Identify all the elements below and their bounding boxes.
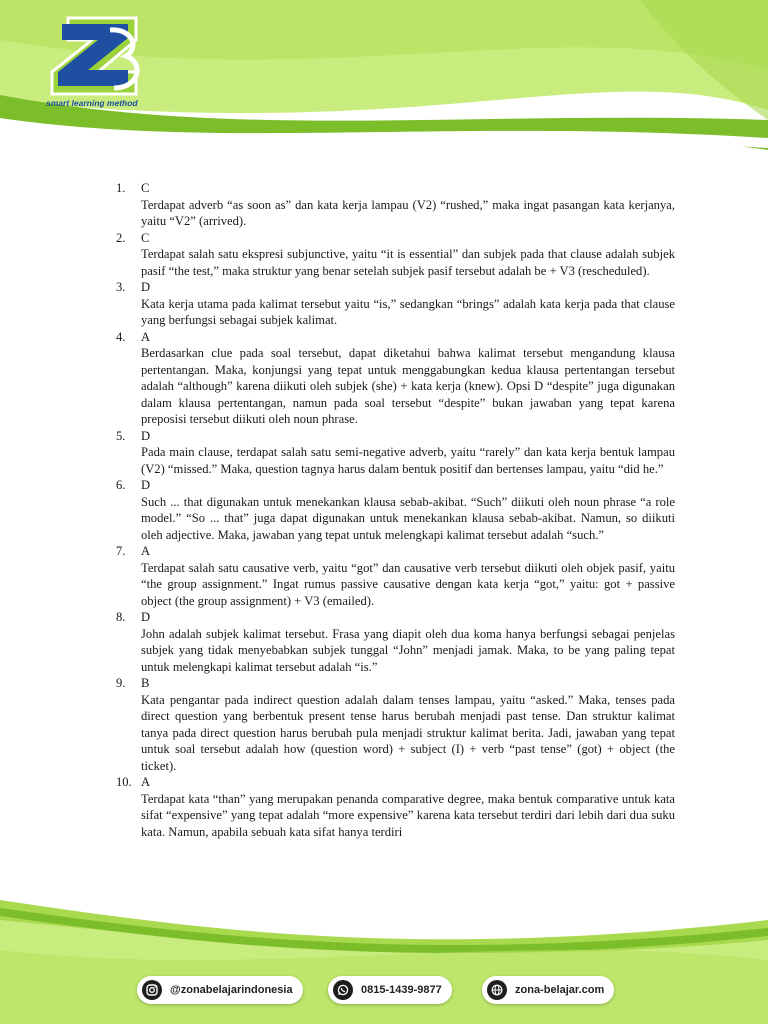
answer-explanation: Terdapat salah satu ekspresi subjunctive, yaitu “it is essential” dan subjek pada that clause adalah subjek pasif “the test,” maka struktur yang benar setelah subjek pasif tersebut adalah be + V3 (rescheduled). xyxy=(141,247,675,278)
answer-item xyxy=(116,477,675,543)
answer-letter: A xyxy=(141,775,151,789)
answer-key-list xyxy=(116,180,675,840)
footer-contacts xyxy=(0,976,768,1004)
website-contact[interactable] xyxy=(482,976,614,1004)
item-number: 9. xyxy=(116,676,126,690)
answer-letter: D xyxy=(141,280,151,294)
answer-letter: D xyxy=(141,428,151,443)
answer-item xyxy=(116,230,675,280)
answer-letter: B xyxy=(141,676,150,690)
answer-explanation: Such ... that digunakan untuk menekankan klausa sebab-akibat. “Such” diikuti oleh noun phrase “a role model.” “So ... that” juga dapat digunakan untuk menekankan klausa sebab-akibat. Namun, so diikuti oleh adjective. Maka, jawaban yang tepat untuk melengkapi kalimat tersebut adalah “such.” xyxy=(141,494,675,542)
globe-icon xyxy=(487,980,507,1000)
answer-letter: A xyxy=(141,329,151,344)
answer-explanation: Kata kerja utama pada kalimat tersebut yaitu “is,” sedangkan “brings” adalah kata kerja pada that clause yang berfungsi sebagai subjek kalimat. xyxy=(141,296,675,327)
answer-letter: D xyxy=(141,610,151,624)
answer-explanation: Terdapat adverb “as soon as” dan kata kerja lampau (V2) “rushed,” maka ingat pasangan kata kerjanya, yaitu “V2” (arrived). xyxy=(141,197,675,228)
whatsapp-number: 0815-1439-9877 xyxy=(361,984,442,996)
answer-item xyxy=(116,279,675,329)
answer-letter: C xyxy=(141,230,150,245)
answer-letter: A xyxy=(141,544,151,558)
item-number: 6. xyxy=(116,478,126,492)
z-logo-icon xyxy=(40,10,150,100)
answer-item xyxy=(116,180,675,230)
answer-item xyxy=(116,609,675,675)
instagram-icon xyxy=(142,980,162,1000)
answer-explanation: Pada main clause, terdapat salah satu semi-negative adverb, yaitu “rarely” dan kata kerja bentuk lampau (V2) “missed.” Maka, question tagnya harus dalam bentuk positif dan bertenses lampau, yaitu “did he.” xyxy=(141,445,675,476)
item-number: 7. xyxy=(116,544,126,558)
item-number: 4. xyxy=(116,329,126,344)
answer-item xyxy=(116,675,675,774)
item-number: 10. xyxy=(116,775,132,789)
item-number: 5. xyxy=(116,428,126,443)
website-url: zona-belajar.com xyxy=(515,984,605,996)
answer-item xyxy=(116,774,675,840)
item-number: 2. xyxy=(116,230,126,245)
answer-explanation: Kata pengantar pada indirect question adalah dalam tenses lampau, yaitu “asked.” Maka, tenses pada direct question yang berbentuk present tense harus berubah menjadi past tense. Dan struktur kalimat tanya pada direct question harus berubah pula menjadi struktur kalimat berita. Jadi, jawaban yang tepat untuk soal tersebut adalah how (question word) + subject (I) + verb “past tense” (got) + object (the ticket). xyxy=(141,692,675,773)
item-number: 8. xyxy=(116,610,126,624)
answer-letter: D xyxy=(141,478,151,492)
answer-explanation: Terdapat salah satu causative verb, yaitu “got” dan causative verb tersebut diikuti oleh objek pasif, yaitu “the group assignment.” Ingat rumus passive causative dengan kata kerja “got,” yaitu: got + passive object (the group assignment) + V3 (emailed). xyxy=(141,560,675,608)
answer-item xyxy=(116,543,675,609)
answer-item xyxy=(116,329,675,428)
answer-explanation: Terdapat kata “than” yang merupakan penanda comparative degree, maka bentuk comparative untuk kata sifat “expensive” yang tepat adalah “more expensive” karena kata tersebut terdiri dari lebih dari dua suku kata. Namun, apabila sebuah kata sifat hanya terdiri xyxy=(141,791,675,839)
item-number: 1. xyxy=(116,181,126,195)
answer-explanation: John adalah subjek kalimat tersebut. Frasa yang diapit oleh dua koma hanya berfungsi sebagai penjelas subjek yang tidak menyebabkan subjek tunggal “John” menjadi jamak. Maka, to be yang paling tepat untuk melengkapi kalimat tersebut adalah “is.” xyxy=(141,626,675,674)
zona-belajar-logo xyxy=(40,10,150,118)
whatsapp-contact[interactable] xyxy=(328,976,452,1004)
logo-tagline: smart learning method xyxy=(46,98,138,108)
answer-explanation: Berdasarkan clue pada soal tersebut, dapat diketahui bahwa kalimat tersebut mengandung klausa pertentangan. Maka, konjungsi yang tepat untuk menggabungkan kedua klausa pertentangan tersebut adalah “although” karena diikuti oleh subjek (she) + kata kerja (knew). Opsi D “despite” juga digunakan dalam klausa pertentangan, namun pada soal tersebut “despite” bukan jawaban yang tepat karena preposisi tersebut diikuti oleh noun phrase. xyxy=(141,346,675,426)
answer-letter: C xyxy=(141,181,150,195)
instagram-handle: @zonabelajarindonesia xyxy=(170,984,293,996)
answer-item xyxy=(116,428,675,478)
instagram-contact[interactable] xyxy=(137,976,303,1004)
whatsapp-icon xyxy=(333,980,353,1000)
item-number: 3. xyxy=(116,280,126,294)
